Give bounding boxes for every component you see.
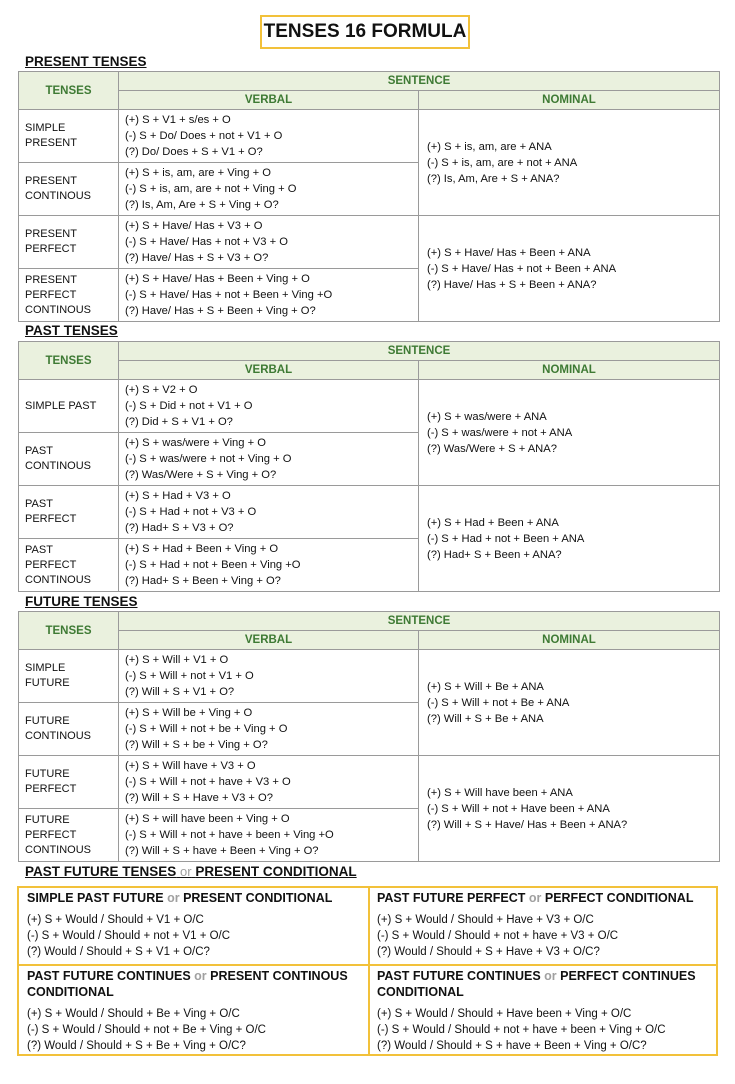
conditional-formula-line: (+) S + Would / Should + Have + V3 + O/C bbox=[377, 914, 594, 926]
nominal-header: NOMINAL bbox=[419, 91, 720, 110]
conditional-heading-b: PRESENT CONDITIONAL bbox=[195, 864, 357, 879]
verbal-formula-line: (-) S + Have/ Has + not + V3 + O bbox=[125, 236, 288, 248]
tense-name-cell bbox=[19, 110, 119, 163]
sentence-header: SENTENCE bbox=[119, 612, 720, 631]
tense-name-cell bbox=[19, 163, 119, 216]
verbal-formula-line: (+) S + Will have + V3 + O bbox=[125, 760, 256, 772]
verbal-formula-line: (?) Will + S + V1 + O? bbox=[125, 686, 235, 698]
verbal-formula-cell bbox=[119, 110, 419, 163]
verbal-formula-line: (+) S + is, am, are + Ving + O bbox=[125, 167, 271, 179]
nominal-formula-cell bbox=[419, 756, 720, 862]
verbal-formula-line: (-) S + is, am, are + not + Ving + O bbox=[125, 183, 297, 195]
conditional-formula-line: (-) S + Would / Should + not + have + been + Ving + O/C bbox=[377, 1024, 666, 1036]
verbal-formula-line: (?) Do/ Does + S + V1 + O? bbox=[125, 146, 263, 158]
conditional-heading-a: PAST FUTURE TENSES bbox=[25, 864, 177, 879]
verbal-formula-line: (+) S + was/were + Ving + O bbox=[125, 437, 266, 449]
tense-name-line: PERFECT bbox=[25, 243, 77, 255]
conditional-cell bbox=[21, 966, 367, 1056]
tense-name-line: PRESENT bbox=[25, 273, 77, 286]
tense-name-cell bbox=[19, 380, 119, 433]
conditional-title-or: or bbox=[194, 969, 207, 983]
verbal-formula-line: (?) Had+ S + Been + Ving + O? bbox=[125, 575, 281, 587]
nominal-formula-line: (?) Will + S + Have/ Has + Been + ANA? bbox=[427, 818, 628, 831]
verbal-formula-cell bbox=[119, 650, 419, 703]
conditional-title-a: PAST FUTURE CONTINUES bbox=[27, 969, 191, 983]
nominal-formula-line: (?) Was/Were + S + ANA? bbox=[427, 442, 557, 455]
verbal-formula-cell bbox=[119, 433, 419, 486]
tense-name-line: SIMPLE bbox=[25, 122, 66, 134]
tense-name-line: SIMPLE bbox=[25, 662, 66, 674]
tense-name-line: CONTINOUS bbox=[25, 573, 91, 586]
tense-name-cell bbox=[19, 756, 119, 809]
tense-name-cell bbox=[19, 486, 119, 539]
sentence-header: SENTENCE bbox=[119, 72, 720, 91]
tense-name-line: PRESENT bbox=[25, 175, 77, 187]
tense-name-line: PAST bbox=[25, 543, 53, 556]
conditional-heading bbox=[25, 864, 357, 879]
verbal-header: VERBAL bbox=[119, 91, 419, 110]
verbal-formula-line: (?) Have/ Has + S + Been + Ving + O? bbox=[125, 305, 316, 317]
tense-name-line: PERFECT bbox=[25, 783, 77, 795]
tense-name-line: FUTURE bbox=[25, 677, 70, 689]
verbal-formula-cell bbox=[119, 756, 419, 809]
present-tenses-heading: PRESENT TENSES bbox=[25, 54, 147, 69]
verbal-formula-line: (-) S + Have/ Has + not + Been + Ving +O bbox=[125, 289, 333, 301]
nominal-formula-line: (-) S + Had + not + Been + ANA bbox=[427, 532, 585, 545]
conditional-box bbox=[17, 886, 718, 1056]
nominal-formula-line: (+) S + was/were + ANA bbox=[427, 410, 547, 423]
verbal-formula-cell bbox=[119, 539, 419, 592]
verbal-formula-line: (+) S + Had + Been + Ving + O bbox=[125, 543, 279, 555]
verbal-formula-cell bbox=[119, 703, 419, 756]
nominal-formula-line: (?) Is, Am, Are + S + ANA? bbox=[427, 172, 560, 185]
tense-name-line: PAST bbox=[25, 498, 53, 510]
conditional-formula-line: (?) Would / Should + S + Be + Ving + O/C? bbox=[27, 1040, 246, 1052]
nominal-formula-line: (+) S + is, am, are + ANA bbox=[427, 140, 552, 153]
verbal-formula-cell bbox=[119, 486, 419, 539]
verbal-formula-line: (+) S + Will be + Ving + O bbox=[125, 707, 253, 719]
tense-name-cell bbox=[19, 809, 119, 862]
verbal-header: VERBAL bbox=[119, 631, 419, 650]
conditional-cell-title bbox=[27, 968, 361, 1000]
conditional-title-or: or bbox=[528, 891, 542, 905]
tenses-header: TENSES bbox=[19, 72, 119, 110]
tense-name-line: CONTINOUS bbox=[25, 190, 91, 202]
verbal-formula-line: (-) S + Had + not + Been + Ving +O bbox=[125, 559, 301, 571]
tense-name-cell bbox=[19, 269, 119, 322]
verbal-formula-line: (-) S + Did + not + V1 + O bbox=[125, 400, 253, 412]
tense-name-cell bbox=[19, 216, 119, 269]
nominal-formula-line: (?) Have/ Has + S + Been + ANA? bbox=[427, 278, 597, 291]
verbal-formula-line: (+) S + V1 + s/es + O bbox=[125, 114, 231, 126]
conditional-title-b: PRESENT CONDITIONAL bbox=[183, 891, 333, 905]
conditional-title-or: or bbox=[544, 969, 557, 983]
nominal-header: NOMINAL bbox=[419, 631, 720, 650]
verbal-formula-line: (?) Had+ S + V3 + O? bbox=[125, 522, 234, 534]
verbal-formula-line: (+) S + Will + V1 + O bbox=[125, 654, 229, 666]
tenses-header: TENSES bbox=[19, 342, 119, 380]
verbal-formula-line: (+) S + Had + V3 + O bbox=[125, 490, 231, 502]
verbal-formula-line: (?) Will + S + be + Ving + O? bbox=[125, 739, 268, 751]
conditional-cell bbox=[371, 888, 716, 962]
tense-name-line: PRESENT bbox=[25, 137, 77, 149]
tense-name-line: SIMPLE PAST bbox=[25, 399, 97, 412]
verbal-formula-line: (-) S + Will + not + be + Ving + O bbox=[125, 723, 288, 735]
verbal-formula-cell bbox=[119, 809, 419, 862]
conditional-formula-line: (-) S + Would / Should + not + V1 + O/C bbox=[27, 930, 231, 942]
tense-name-line: PAST bbox=[25, 445, 53, 457]
tenses-header: TENSES bbox=[19, 612, 119, 650]
conditional-cell-title bbox=[377, 890, 710, 906]
nominal-formula-cell bbox=[419, 486, 720, 592]
conditional-title-a: SIMPLE PAST FUTURE bbox=[27, 891, 164, 905]
sentence-header: SENTENCE bbox=[119, 342, 720, 361]
conditional-title-b: PRESENT CONTINOUS CONDITIONAL bbox=[27, 969, 348, 999]
nominal-formula-line: (+) S + Had + Been + ANA bbox=[427, 516, 559, 529]
conditional-cell bbox=[21, 888, 367, 962]
verbal-formula-line: (-) S + Will + not + V1 + O bbox=[125, 670, 254, 682]
tense-name-line: PERFECT bbox=[25, 828, 77, 841]
tense-name-line: FUTURE bbox=[25, 715, 70, 727]
verbal-formula-cell bbox=[119, 380, 419, 433]
verbal-formula-cell bbox=[119, 269, 419, 322]
verbal-formula-line: (-) S + Had + not + V3 + O bbox=[125, 506, 257, 518]
tense-name-cell bbox=[19, 703, 119, 756]
verbal-formula-line: (-) S + Do/ Does + not + V1 + O bbox=[125, 130, 283, 142]
verbal-formula-line: (-) S + Will + not + have + V3 + O bbox=[125, 776, 291, 788]
verbal-formula-line: (-) S + Will + not + have + been + Ving +O bbox=[125, 829, 334, 841]
verbal-formula-line: (?) Will + S + have + Been + Ving + O? bbox=[125, 845, 319, 857]
nominal-formula-line: (?) Will + S + Be + ANA bbox=[427, 712, 544, 725]
nominal-formula-line: (-) S + was/were + not + ANA bbox=[427, 426, 573, 439]
future-tenses-table bbox=[18, 611, 720, 862]
conditional-cell bbox=[371, 966, 716, 1056]
nominal-formula-cell bbox=[419, 110, 720, 216]
conditional-formula-line: (+) S + Would / Should + Have been + Ving + O/C bbox=[377, 1008, 632, 1020]
verbal-formula-line: (+) S + Have/ Has + Been + Ving + O bbox=[125, 273, 310, 285]
tense-name-line: FUTURE bbox=[25, 768, 70, 780]
past-tenses-table bbox=[18, 341, 720, 592]
conditional-formula-line: (+) S + Would / Should + V1 + O/C bbox=[27, 914, 204, 926]
verbal-formula-line: (?) Was/Were + S + Ving + O? bbox=[125, 469, 277, 481]
future-tenses-heading: FUTURE TENSES bbox=[25, 594, 138, 609]
tense-name-line: PRESENT bbox=[25, 228, 77, 240]
conditional-formula-line: (-) S + Would / Should + not + Be + Ving + O/C bbox=[27, 1024, 266, 1036]
verbal-formula-line: (?) Have/ Has + S + V3 + O? bbox=[125, 252, 269, 264]
tense-name-line: CONTINOUS bbox=[25, 303, 91, 316]
conditional-title-a: PAST FUTURE PERFECT bbox=[377, 891, 526, 905]
conditional-cell-title bbox=[377, 968, 710, 1000]
verbal-formula-cell bbox=[119, 163, 419, 216]
nominal-formula-line: (+) S + Will + Be + ANA bbox=[427, 680, 544, 693]
tense-name-cell bbox=[19, 650, 119, 703]
nominal-header: NOMINAL bbox=[419, 361, 720, 380]
tense-name-line: CONTINOUS bbox=[25, 843, 91, 856]
tense-name-line: FUTURE bbox=[25, 813, 70, 826]
conditional-formula-line: (?) Would / Should + S + Have + V3 + O/C? bbox=[377, 946, 600, 958]
nominal-formula-cell bbox=[419, 216, 720, 322]
nominal-formula-line: (-) S + Have/ Has + not + Been + ANA bbox=[427, 262, 617, 275]
conditional-formula-line: (-) S + Would / Should + not + have + V3 + O/C bbox=[377, 930, 619, 942]
conditional-heading-or: or bbox=[180, 864, 192, 879]
conditional-title-a: PAST FUTURE CONTINUES bbox=[377, 969, 541, 983]
past-tenses-heading: PAST TENSES bbox=[25, 323, 118, 338]
present-tenses-table bbox=[18, 71, 720, 322]
verbal-formula-line: (?) Will + S + Have + V3 + O? bbox=[125, 792, 273, 804]
tense-name-line: PERFECT bbox=[25, 558, 77, 571]
nominal-formula-line: (+) S + Will have been + ANA bbox=[427, 786, 573, 799]
verbal-formula-line: (-) S + was/were + not + Ving + O bbox=[125, 453, 292, 465]
page-title: TENSES 16 FORMULA bbox=[260, 15, 470, 49]
nominal-formula-cell bbox=[419, 380, 720, 486]
verbal-formula-line: (+) S + Have/ Has + V3 + O bbox=[125, 220, 263, 232]
nominal-formula-line: (-) S + is, am, are + not + ANA bbox=[427, 156, 578, 169]
nominal-formula-cell bbox=[419, 650, 720, 756]
verbal-formula-line: (+) S + V2 + O bbox=[125, 384, 198, 396]
nominal-formula-line: (-) S + Will + not + Be + ANA bbox=[427, 696, 570, 709]
tense-name-line: CONTINOUS bbox=[25, 730, 91, 742]
verbal-formula-cell bbox=[119, 216, 419, 269]
tense-name-cell bbox=[19, 539, 119, 592]
conditional-cell-title bbox=[27, 890, 361, 906]
verbal-formula-line: (?) Did + S + V1 + O? bbox=[125, 416, 233, 428]
nominal-formula-line: (?) Had+ S + Been + ANA? bbox=[427, 548, 562, 561]
tense-name-cell bbox=[19, 433, 119, 486]
tense-name-line: PERFECT bbox=[25, 513, 77, 525]
tense-name-line: PERFECT bbox=[25, 288, 77, 301]
verbal-formula-line: (?) Is, Am, Are + S + Ving + O? bbox=[125, 199, 279, 211]
verbal-header: VERBAL bbox=[119, 361, 419, 380]
conditional-formula-line: (?) Would / Should + S + V1 + O/C? bbox=[27, 946, 210, 958]
tense-name-line: CONTINOUS bbox=[25, 460, 91, 472]
conditional-title-b: PERFECT CONTINUES CONDITIONAL bbox=[377, 969, 696, 999]
nominal-formula-line: (+) S + Have/ Has + Been + ANA bbox=[427, 246, 591, 259]
conditional-formula-line: (+) S + Would / Should + Be + Ving + O/C bbox=[27, 1008, 240, 1020]
nominal-formula-line: (-) S + Will + not + Have been + ANA bbox=[427, 802, 610, 815]
verbal-formula-line: (+) S + will have been + Ving + O bbox=[125, 813, 290, 825]
conditional-formula-line: (?) Would / Should + S + have + Been + Ving + O/C? bbox=[377, 1040, 647, 1052]
conditional-title-or: or bbox=[167, 891, 180, 905]
conditional-title-b: PERFECT CONDITIONAL bbox=[544, 891, 694, 905]
